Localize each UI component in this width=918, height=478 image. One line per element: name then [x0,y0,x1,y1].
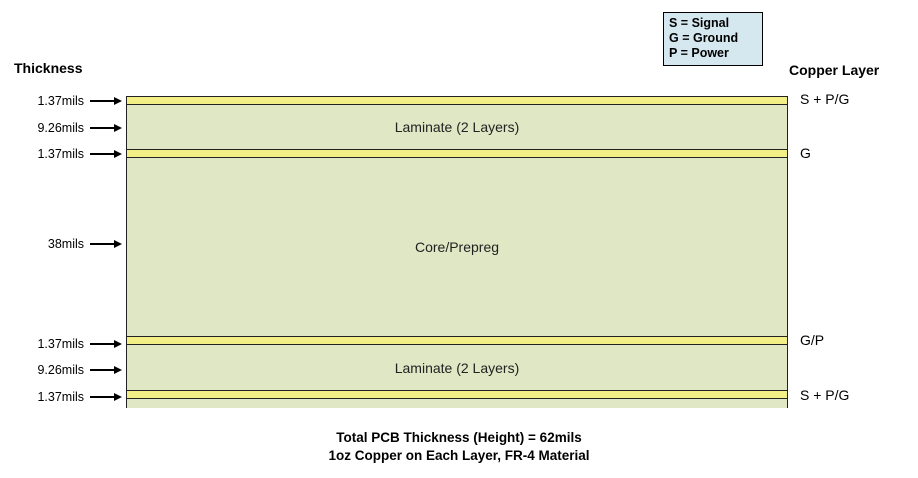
thickness-value-3: 1.37mils [37,147,84,161]
thickness-value-2: 9.26mils [37,121,84,135]
dielectric-band-core [127,158,787,336]
dielectric-label-laminate-bottom: Laminate (2 Layers) [394,359,520,376]
dielectric-label-laminate-top: Laminate (2 Layers) [394,119,520,135]
arrow-right-icon [90,148,124,160]
thickness-callout-5 [14,336,124,352]
copper-layer-label-4: S + P/G [800,387,850,403]
thickness-column-heading: Thickness [14,60,83,76]
copper-layer-column-heading: Copper Layer [789,62,880,78]
footer-material-note: 1oz Copper on Each Layer, FR-4 Material [328,448,590,463]
arrow-right-icon [90,238,124,250]
thickness-value-4: 38mils [47,237,84,251]
thickness-callout-2 [14,120,124,136]
legend-line-signal: S = Signal [669,16,730,30]
thickness-value-6: 9.26mils [37,363,84,377]
dielectric-label-core: Core/Prepreg [414,239,500,255]
dielectric-band-laminate-bottom [127,345,787,390]
layer-code-legend [663,12,763,66]
arrow-right-icon [90,338,124,350]
footer-total-thickness: Total PCB Thickness (Height) = 62mils [336,430,582,445]
dielectric-band-laminate-top [127,105,787,149]
thickness-callout-6 [14,362,124,378]
arrow-right-icon [90,122,124,134]
copper-layer-label-2: G [800,145,811,161]
thickness-callout-4 [14,236,124,252]
copper-layer-label-3: G/P [800,332,825,348]
copper-layer-band-3 [127,336,787,345]
copper-layer-band-4 [127,390,787,399]
thickness-value-1: 1.37mils [37,94,84,108]
thickness-callout-7 [14,389,124,405]
arrow-right-icon [90,95,124,107]
copper-layer-band-2 [127,149,787,158]
pcb-layer-stack [126,96,788,408]
legend-line-ground: G = Ground [669,31,739,45]
arrow-right-icon [90,391,124,403]
thickness-value-7: 1.37mils [37,390,84,404]
copper-layer-band-1 [127,96,787,105]
copper-layer-label-1: S + P/G [800,91,850,107]
arrow-right-icon [90,364,124,376]
thickness-callout-3 [14,146,124,162]
legend-line-power: P = Power [669,46,729,60]
thickness-value-5: 1.37mils [37,337,84,351]
thickness-callout-1 [14,93,124,109]
